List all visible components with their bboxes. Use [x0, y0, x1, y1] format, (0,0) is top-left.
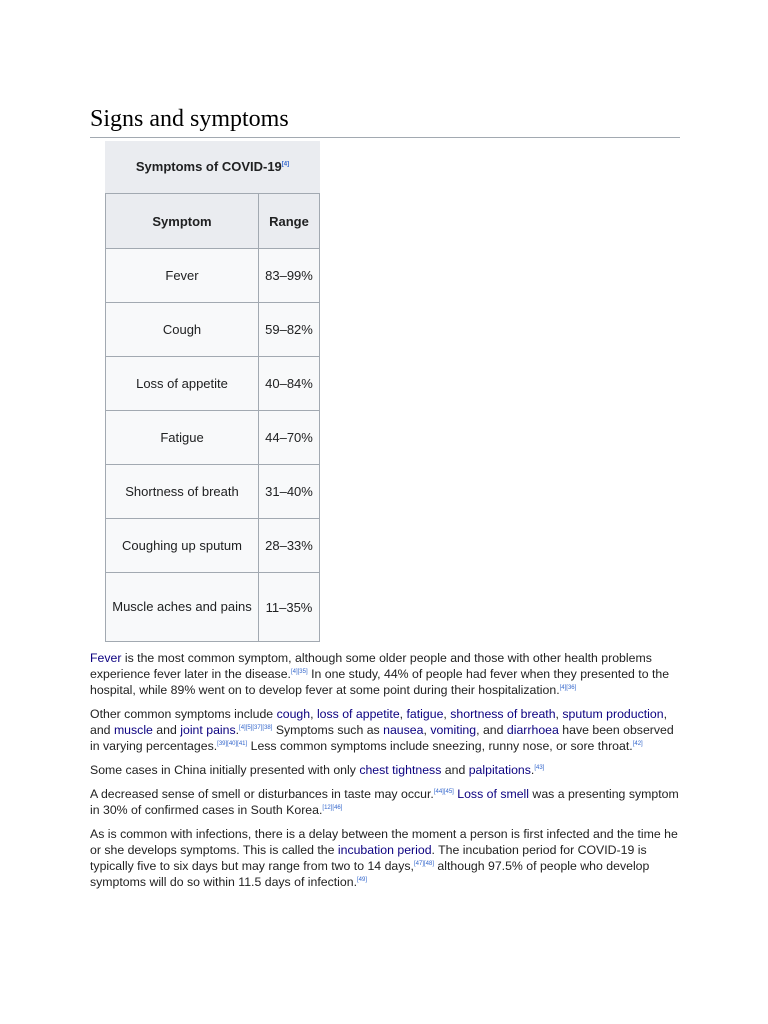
symptom-cell: Fever — [106, 249, 259, 303]
range-cell: 83–99% — [259, 249, 320, 303]
paragraph-text: A decreased sense of smell or disturbances in taste may occur. — [90, 787, 434, 801]
link-shortness-of-breath[interactable]: shortness of breath — [450, 707, 556, 721]
citation-link[interactable]: [12][46] — [322, 804, 343, 811]
link-joint-pains[interactable]: joint pains — [180, 723, 236, 737]
symptom-cell: Fatigue — [106, 411, 259, 465]
range-cell: 59–82% — [259, 303, 320, 357]
table-header-row — [106, 194, 320, 249]
link-loss-of-appetite[interactable]: loss of appetite — [316, 707, 400, 721]
range-cell: 31–40% — [259, 465, 320, 519]
table-row — [106, 357, 320, 411]
table-row — [106, 519, 320, 573]
separator-text: , and — [476, 723, 507, 737]
separator-text: and — [441, 763, 469, 777]
separator-text: , — [310, 707, 317, 721]
paragraph-smell-taste — [90, 786, 680, 818]
citation-link[interactable]: [47][48] — [413, 860, 434, 867]
paragraph-text: have been observed in varying percentages. — [90, 723, 674, 753]
citation-link[interactable]: [43] — [534, 764, 545, 771]
table-row — [106, 411, 320, 465]
symptoms-table — [105, 141, 320, 642]
paragraph-incubation — [90, 826, 680, 890]
separator-text: , — [423, 723, 431, 737]
table-row — [106, 249, 320, 303]
paragraph-text: As is common with infections, there is a delay between the moment a person is first infected and the time he or she develops symptoms. This is called the — [90, 827, 678, 857]
link-vomiting[interactable]: vomiting — [430, 723, 477, 737]
separator-text: , — [399, 707, 407, 721]
paragraph-china-cases — [90, 762, 680, 778]
paragraph-text: although 97.5% of people who develop symptoms will do so within 11.5 days of infection. — [90, 859, 650, 889]
citation-link[interactable]: [39][40][41] — [217, 740, 248, 747]
article-section — [90, 104, 680, 890]
symptom-cell: Coughing up sputum — [106, 519, 259, 573]
paragraph-common-symptoms — [90, 706, 680, 754]
link-cough[interactable]: cough — [276, 707, 311, 721]
link-chest-tightness[interactable]: chest tightness — [359, 763, 442, 777]
link-nausea[interactable]: nausea — [383, 723, 424, 737]
range-cell: 11–35% — [259, 573, 320, 642]
column-header-symptom: Symptom — [106, 194, 259, 249]
link-sputum-production[interactable]: sputum production — [562, 707, 664, 721]
table-caption — [105, 141, 320, 193]
separator-text: , — [443, 707, 451, 721]
column-header-range: Range — [259, 194, 320, 249]
symptom-cell: Muscle aches and pains — [106, 573, 259, 642]
link-loss-of-smell[interactable]: Loss of smell — [457, 787, 530, 801]
citation-link[interactable]: [4][36] — [559, 684, 577, 691]
citation-link[interactable]: [4][5][37][38] — [239, 724, 273, 731]
table-row — [106, 465, 320, 519]
symptom-cell: Cough — [106, 303, 259, 357]
paragraph-text: In one study, 44% of people had fever when they presented to the hospital, while 89% went on to develop fever at some point during their hospitalization. — [90, 667, 670, 697]
symptom-cell: Shortness of breath — [106, 465, 259, 519]
citation-link[interactable]: [49] — [357, 876, 368, 883]
paragraph-fever — [90, 650, 680, 698]
paragraph-text: Symptoms such as — [272, 723, 384, 737]
link-fever[interactable]: Fever — [90, 651, 122, 665]
link-incubation-period[interactable]: incubation period — [337, 843, 432, 857]
citation-link[interactable]: [4][35] — [290, 668, 308, 675]
link-diarrhoea[interactable]: diarrhoea — [506, 723, 559, 737]
citation-link[interactable]: [42] — [632, 740, 643, 747]
range-cell: 44–70% — [259, 411, 320, 465]
symptom-cell: Loss of appetite — [106, 357, 259, 411]
paragraph-text: is the most common symptom, although some older people and those with other health problems experience fever later in the disease. — [90, 651, 652, 681]
separator-text: , — [555, 707, 563, 721]
separator-text: . — [530, 763, 535, 777]
separator-text: , and — [90, 707, 667, 737]
separator-text: . — [235, 723, 240, 737]
paragraph-text: Some cases in China initially presented with only — [90, 763, 360, 777]
link-fatigue[interactable]: fatigue — [406, 707, 444, 721]
range-cell: 40–84% — [259, 357, 320, 411]
link-muscle[interactable]: muscle — [113, 723, 153, 737]
paragraph-text: was a presenting symptom in 30% of confirmed cases in South Korea. — [90, 787, 679, 817]
citation-link[interactable]: [44][45] — [433, 788, 454, 795]
paragraph-text: Other common symptoms include — [90, 707, 277, 721]
table-row — [106, 303, 320, 357]
link-palpitations[interactable]: palpitations — [468, 763, 531, 777]
separator-text: and — [152, 723, 181, 737]
paragraph-text: Less common symptoms include sneezing, runny nose, or sore throat. — [247, 739, 633, 753]
paragraph-text: . The incubation period for COVID-19 is typically five to six days but may range from two to 14 days, — [90, 843, 647, 873]
section-heading: Signs and symptoms — [90, 104, 680, 138]
citation-link[interactable]: [4] — [281, 161, 290, 168]
table-row — [106, 573, 320, 642]
caption-text: Symptoms of COVID-19 — [135, 159, 282, 174]
range-cell: 28–33% — [259, 519, 320, 573]
